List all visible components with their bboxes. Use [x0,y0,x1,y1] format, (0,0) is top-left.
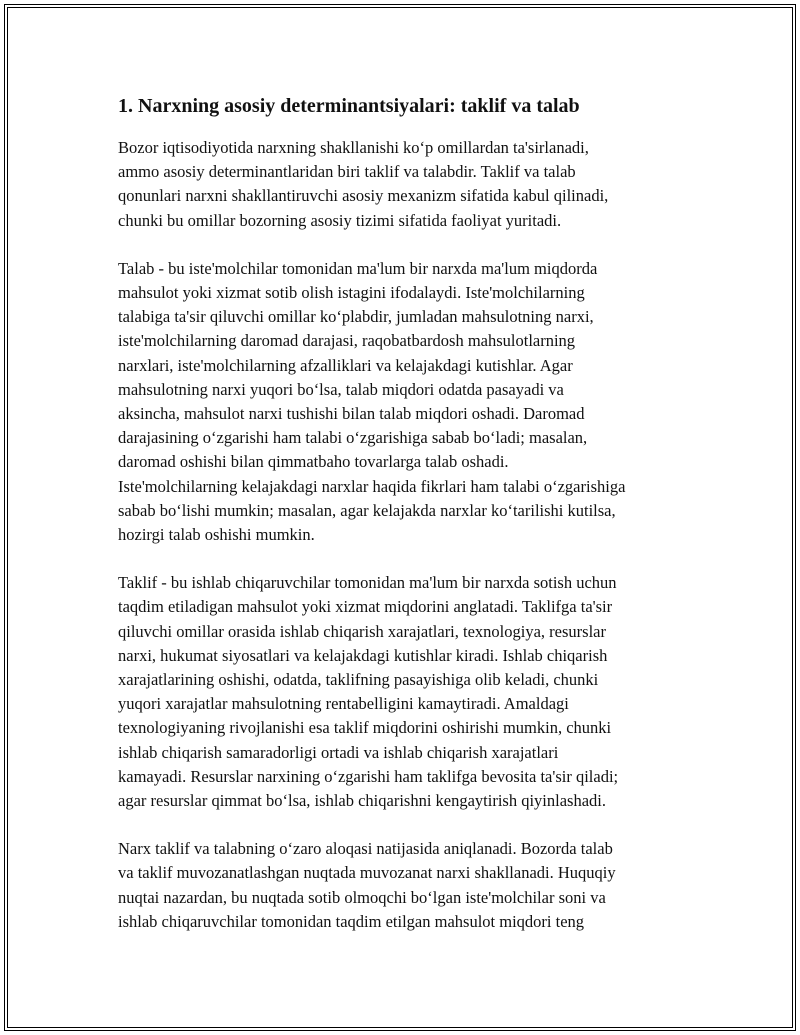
text-line: ishlab chiqarish samaradorligi ortadi va ishlab chiqarish xarajatlari [118,742,559,762]
paragraph-intro [118,136,688,233]
text-line: darajasining o‘zgarishi ham talabi o‘zgarishiga sabab bo‘ladi; masalan, [118,428,588,448]
text-line: mahsulotning narxi yuqori bo‘lsa, talab miqdori odatda pasayadi va [118,379,564,399]
text-line: qonunlari narxni shakllantiruvchi asosiy mexanizm sifatida kabul qilinadi, [118,186,609,206]
document-body [118,92,688,958]
text-line: aksincha, mahsulot narxi tushishi bilan talab miqdori oshadi. Daromad [118,404,585,424]
text-line: Talab - bu iste'molchilar tomonidan ma'lum bir narxda ma'lum miqdorda [118,258,598,278]
text-line: nuqtai nazardan, bu nuqtada sotib olmoqchi bo‘lgan iste'molchilar soni va [118,887,606,907]
paragraph-equilibrium [118,837,688,934]
paragraph-demand [118,257,688,547]
section-heading: 1. Narxning asosiy determinantsiyalari: taklif va talab [118,95,580,117]
text-line: kamayadi. Resurslar narxining o‘zgarishi ham taklifga bevosita ta'sir qiladi; [118,766,619,786]
text-line: Iste'molchilarning kelajakdagi narxlar haqida fikrlari ham talabi o‘zgarishiga [118,476,626,496]
text-line: Narx taklif va talabning o‘zaro aloqasi natijasida aniqlanadi. Bozorda talab [118,839,613,859]
text-line: yuqori xarajatlar mahsulotning rentabelligini kamaytiradi. Amaldagi [118,694,569,714]
text-line: xarajatlarining oshishi, odatda, taklifning pasayishiga olib keladi, chunki [118,670,599,690]
text-line: chunki bu omillar bozorning asosiy tizimi sifatida faoliyat yuritadi. [118,210,562,230]
text-line: texnologiyaning rivojlanishi esa taklif miqdorini oshirishi mumkin, chunki [118,718,612,738]
text-line: narxlari, iste'molchilarning afzalliklari va kelajakdagi kutishlar. Agar [118,355,573,375]
text-line: ammo asosiy determinantlaridan biri taklif va talabdir. Taklif va talab [118,162,576,182]
text-line: daromad oshishi bilan qimmatbaho tovarlarga talab oshadi. [118,452,509,472]
text-line: taqdim etiladigan mahsulot yoki xizmat miqdorini anglatadi. Taklifga ta'sir [118,597,613,617]
text-line: talabiga ta'sir qiluvchi omillar ko‘plabdir, jumladan mahsulotning narxi, [118,307,594,327]
text-line: sabab bo‘lishi mumkin; masalan, agar kelajakda narxlar ko‘tarilishi kutilsa, [118,500,616,520]
text-line: Taklif - bu ishlab chiqaruvchilar tomonidan ma'lum bir narxda sotish uchun [118,573,617,593]
text-line: ishlab chiqaruvchilar tomonidan taqdim etilgan mahsulot miqdori teng [118,911,585,931]
text-line: va taklif muvozanatlashgan nuqtada muvozanat narxi shakllanadi. Huquqiy [118,863,616,883]
text-line: iste'molchilarning daromad darajasi, raqobatbardosh mahsulotlarning [118,331,576,351]
paragraph-supply [118,571,688,813]
text-line: mahsulot yoki xizmat sotib olish istagini ifodalaydi. Iste'molchilarning [118,283,585,303]
text-line: agar resurslar qimmat bo‘lsa, ishlab chiqarishni kengaytirish qiyinlashadi. [118,791,607,811]
text-line: hozirgi talab oshishi mumkin. [118,525,315,545]
text-line: narxi, hukumat siyosatlari va kelajakdagi kutishlar kiradi. Ishlab chiqarish [118,645,608,665]
text-line: qiluvchi omillar orasida ishlab chiqarish xarajatlari, texnologiya, resurslar [118,621,606,641]
text-line: Bozor iqtisodiyotida narxning shakllanishi ko‘p omillardan ta'sirlanadi, [118,138,589,157]
